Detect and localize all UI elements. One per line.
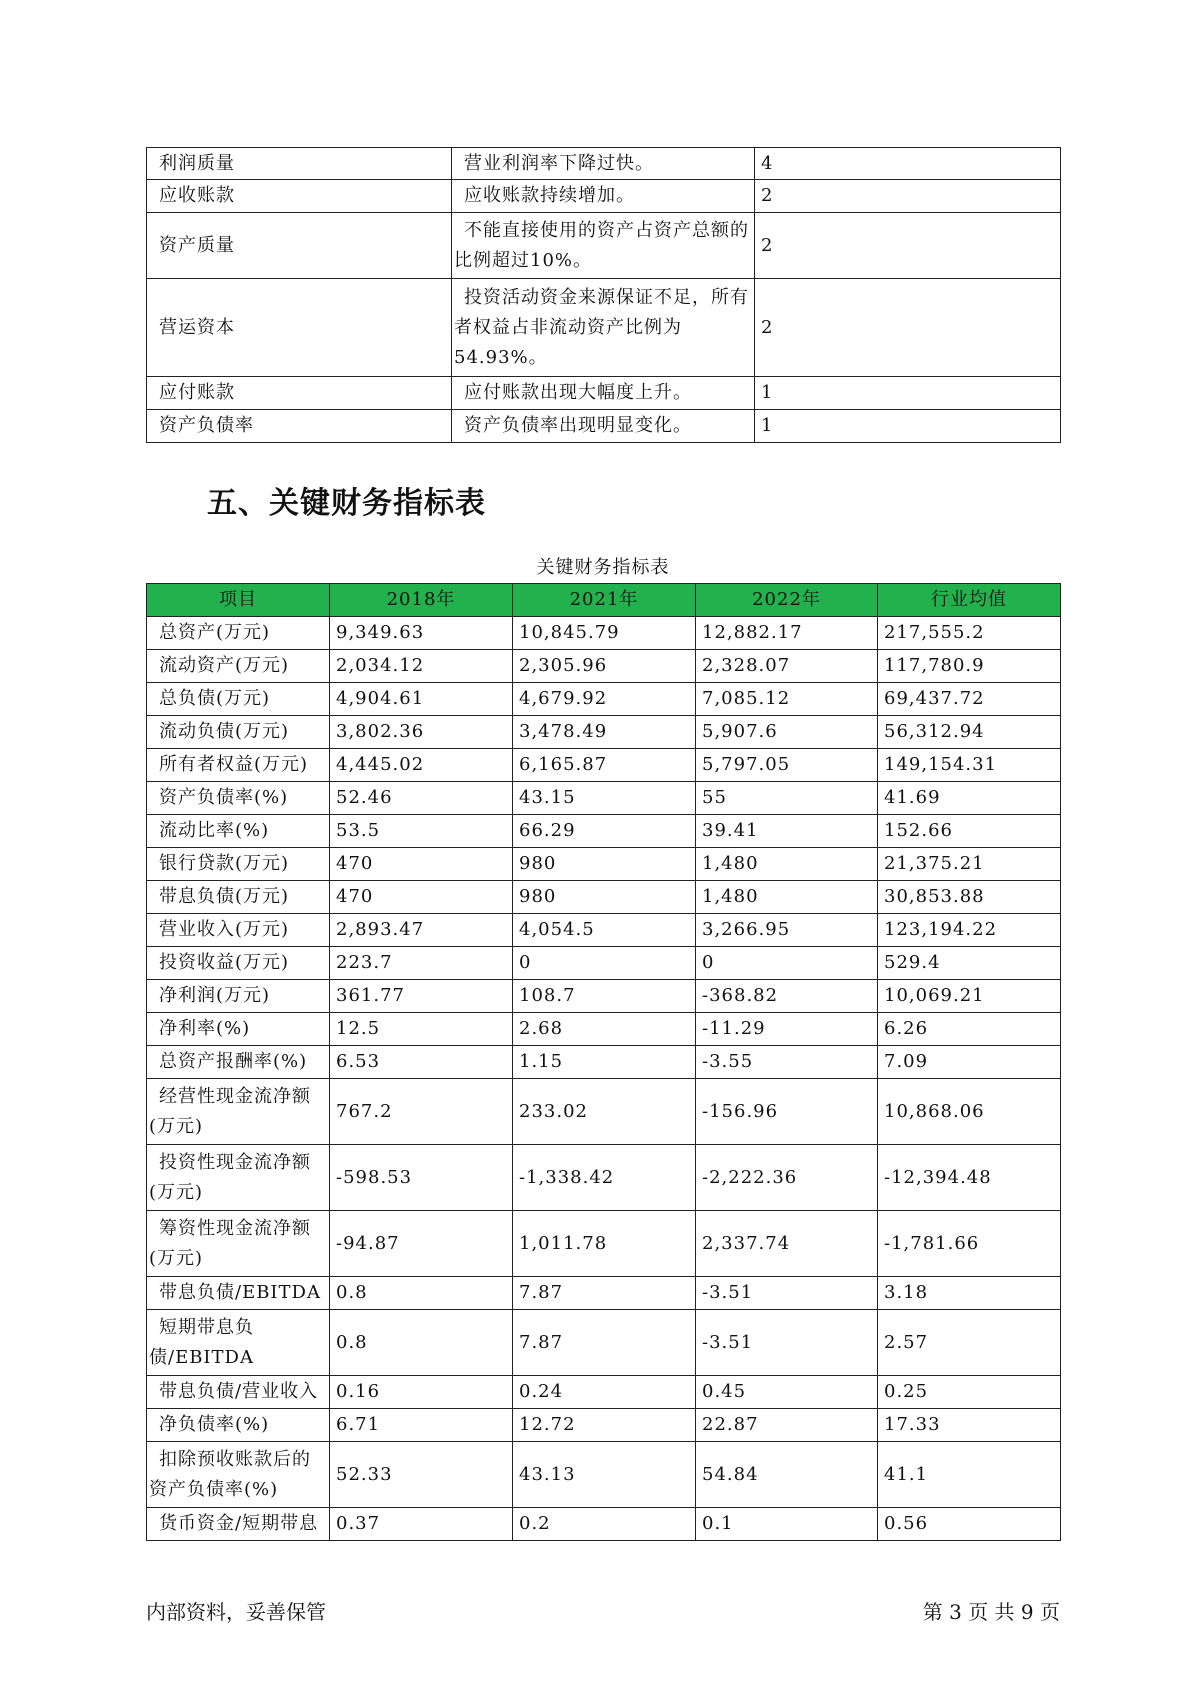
indicator-value: 6,165.87	[513, 749, 696, 782]
indicator-value: 43.13	[513, 1442, 696, 1508]
indicator-value: 0.56	[878, 1508, 1061, 1541]
indicator-value: 123,194.22	[878, 914, 1061, 947]
indicator-value: 2,337.74	[696, 1211, 878, 1277]
indicator-value: -3.55	[696, 1046, 878, 1079]
indicator-label: 所有者权益(万元)	[147, 749, 330, 782]
risk-score: 2	[755, 213, 1061, 279]
indicator-value: 10,845.79	[513, 617, 696, 650]
indicator-value: 6.26	[878, 1013, 1061, 1046]
table-row	[147, 1409, 1061, 1442]
indicator-value: -12,394.48	[878, 1145, 1061, 1211]
table-row	[147, 279, 1061, 377]
indicator-value: 2,305.96	[513, 650, 696, 683]
indicator-value: 3,266.95	[696, 914, 878, 947]
indicator-value: 6.71	[330, 1409, 513, 1442]
table-row	[147, 782, 1061, 815]
table-row	[147, 1508, 1061, 1541]
indicator-value: 152.66	[878, 815, 1061, 848]
risk-factor-table	[146, 147, 1061, 443]
indicator-value: 108.7	[513, 980, 696, 1013]
indicator-value: 4,679.92	[513, 683, 696, 716]
indicator-value: -2,222.36	[696, 1145, 878, 1211]
indicator-value: 0.8	[330, 1310, 513, 1376]
indicator-value: 2,893.47	[330, 914, 513, 947]
risk-score: 2	[755, 279, 1061, 377]
indicator-value: 41.1	[878, 1442, 1061, 1508]
indicator-value: 41.69	[878, 782, 1061, 815]
indicator-value: 53.5	[330, 815, 513, 848]
indicator-label: 投资收益(万元)	[147, 947, 330, 980]
indicator-label: 总资产(万元)	[147, 617, 330, 650]
indicator-value: 980	[513, 848, 696, 881]
indicator-value: -1,338.42	[513, 1145, 696, 1211]
indicator-value: 767.2	[330, 1079, 513, 1145]
table-row	[147, 1079, 1061, 1145]
indicator-value: 0.2	[513, 1508, 696, 1541]
indicator-value: 3,802.36	[330, 716, 513, 749]
indicator-value: 7.87	[513, 1277, 696, 1310]
indicator-label: 投资性现金流净额(万元)	[147, 1145, 330, 1211]
table-row	[147, 947, 1061, 980]
indicator-value: -1,781.66	[878, 1211, 1061, 1277]
indicator-value: 54.84	[696, 1442, 878, 1508]
indicator-label: 总资产报酬率(%)	[147, 1046, 330, 1079]
indicator-label: 总负债(万元)	[147, 683, 330, 716]
table-row	[147, 683, 1061, 716]
risk-item: 应付账款	[147, 377, 452, 410]
indicator-value: 43.15	[513, 782, 696, 815]
indicator-value: -368.82	[696, 980, 878, 1013]
risk-description: 投资活动资金来源保证不足，所有者权益占非流动资产比例为54.93%。	[452, 279, 755, 377]
indicator-value: -598.53	[330, 1145, 513, 1211]
indicator-value: 149,154.31	[878, 749, 1061, 782]
indicator-value: 17.33	[878, 1409, 1061, 1442]
indicator-value: 39.41	[696, 815, 878, 848]
indicator-label: 货币资金/短期带息	[147, 1508, 330, 1541]
footer-confidential-note: 内部资料，妥善保管	[146, 1600, 326, 1624]
indicator-label: 营业收入(万元)	[147, 914, 330, 947]
indicator-value: 3.18	[878, 1277, 1061, 1310]
table-row	[147, 1013, 1061, 1046]
key-financial-indicators-table	[146, 583, 1061, 1541]
column-header-industry-average: 行业均值	[878, 584, 1061, 617]
indicator-value: 69,437.72	[878, 683, 1061, 716]
table-caption: 关键财务指标表	[536, 557, 670, 578]
indicator-value: 5,797.05	[696, 749, 878, 782]
indicator-label: 带息负债/营业收入	[147, 1376, 330, 1409]
table-row	[147, 1310, 1061, 1376]
indicator-label: 净利润(万元)	[147, 980, 330, 1013]
indicator-value: 0.1	[696, 1508, 878, 1541]
indicator-value: 4,904.61	[330, 683, 513, 716]
indicator-label: 银行贷款(万元)	[147, 848, 330, 881]
table-row	[147, 1046, 1061, 1079]
indicator-value: -94.87	[330, 1211, 513, 1277]
indicator-value: 1,480	[696, 881, 878, 914]
indicator-value: 0.16	[330, 1376, 513, 1409]
indicator-value: 980	[513, 881, 696, 914]
table-row	[147, 1277, 1061, 1310]
table-body	[147, 617, 1061, 1541]
indicator-label: 流动负债(万元)	[147, 716, 330, 749]
indicator-value: 6.53	[330, 1046, 513, 1079]
table-row	[147, 716, 1061, 749]
risk-item: 资产负债率	[147, 410, 452, 443]
table-row	[147, 815, 1061, 848]
indicator-label: 流动资产(万元)	[147, 650, 330, 683]
indicator-value: 217,555.2	[878, 617, 1061, 650]
indicator-value: 52.46	[330, 782, 513, 815]
indicator-value: 7,085.12	[696, 683, 878, 716]
indicator-value: 10,868.06	[878, 1079, 1061, 1145]
indicator-value: 1.15	[513, 1046, 696, 1079]
indicator-label: 净利率(%)	[147, 1013, 330, 1046]
table-row	[147, 980, 1061, 1013]
risk-score: 1	[755, 377, 1061, 410]
indicator-value: 0.24	[513, 1376, 696, 1409]
risk-item: 资产质量	[147, 213, 452, 279]
risk-description: 资产负债率出现明显变化。	[452, 410, 755, 443]
column-header-2021: 2021年	[513, 584, 696, 617]
indicator-value: 5,907.6	[696, 716, 878, 749]
indicator-value: 12.72	[513, 1409, 696, 1442]
indicator-value: 10,069.21	[878, 980, 1061, 1013]
indicator-value: 7.09	[878, 1046, 1061, 1079]
indicator-value: 1,011.78	[513, 1211, 696, 1277]
indicator-value: 7.87	[513, 1310, 696, 1376]
indicator-value: 66.29	[513, 815, 696, 848]
indicator-value: 4,054.5	[513, 914, 696, 947]
risk-description: 不能直接使用的资产占资产总额的比例超过10%。	[452, 213, 755, 279]
risk-score: 2	[755, 180, 1061, 213]
indicator-value: 0.8	[330, 1277, 513, 1310]
indicator-label: 净负债率(%)	[147, 1409, 330, 1442]
indicator-value: 2,328.07	[696, 650, 878, 683]
risk-description: 营业利润率下降过快。	[452, 148, 755, 180]
table-row	[147, 1145, 1061, 1211]
indicator-value: 3,478.49	[513, 716, 696, 749]
risk-score: 4	[755, 148, 1061, 180]
indicator-label: 经营性现金流净额(万元)	[147, 1079, 330, 1145]
indicator-value: -3.51	[696, 1277, 878, 1310]
indicator-value: 2.68	[513, 1013, 696, 1046]
column-header-item: 项目	[147, 584, 330, 617]
table-row	[147, 410, 1061, 443]
indicator-value: 21,375.21	[878, 848, 1061, 881]
risk-description: 应收账款持续增加。	[452, 180, 755, 213]
indicator-value: 4,445.02	[330, 749, 513, 782]
indicator-label: 流动比率(%)	[147, 815, 330, 848]
indicator-value: 2.57	[878, 1310, 1061, 1376]
risk-item: 利润质量	[147, 148, 452, 180]
indicator-value: 56,312.94	[878, 716, 1061, 749]
indicator-value: 529.4	[878, 947, 1061, 980]
table-row	[147, 848, 1061, 881]
table-row	[147, 148, 1061, 180]
table-row	[147, 1376, 1061, 1409]
indicator-value: 361.77	[330, 980, 513, 1013]
indicator-label: 扣除预收账款后的资产负债率(%)	[147, 1442, 330, 1508]
indicator-value: 9,349.63	[330, 617, 513, 650]
risk-description: 应付账款出现大幅度上升。	[452, 377, 755, 410]
risk-item: 营运资本	[147, 279, 452, 377]
indicator-label: 筹资性现金流净额(万元)	[147, 1211, 330, 1277]
indicator-value: -11.29	[696, 1013, 878, 1046]
indicator-value: -3.51	[696, 1310, 878, 1376]
indicator-value: 117,780.9	[878, 650, 1061, 683]
table-row	[147, 881, 1061, 914]
table-row	[147, 650, 1061, 683]
table-row	[147, 1211, 1061, 1277]
indicator-value: 12,882.17	[696, 617, 878, 650]
indicator-value: 30,853.88	[878, 881, 1061, 914]
risk-score: 1	[755, 410, 1061, 443]
indicator-value: 1,480	[696, 848, 878, 881]
column-header-2018: 2018年	[330, 584, 513, 617]
indicator-value: 233.02	[513, 1079, 696, 1145]
risk-item: 应收账款	[147, 180, 452, 213]
indicator-value: 0.37	[330, 1508, 513, 1541]
indicator-label: 资产负债率(%)	[147, 782, 330, 815]
indicator-value: 52.33	[330, 1442, 513, 1508]
indicator-label: 短期带息负债/EBITDA	[147, 1310, 330, 1376]
table-row	[147, 1442, 1061, 1508]
indicator-value: 55	[696, 782, 878, 815]
indicator-value: 22.87	[696, 1409, 878, 1442]
indicator-value: 0	[696, 947, 878, 980]
table-row	[147, 749, 1061, 782]
indicator-value: 0.25	[878, 1376, 1061, 1409]
indicator-value: 470	[330, 848, 513, 881]
table-header-row	[147, 584, 1061, 617]
indicator-value: 223.7	[330, 947, 513, 980]
table-row	[147, 180, 1061, 213]
footer-page-number: 第 3 页 共 9 页	[922, 1600, 1060, 1624]
section-heading: 五、关键财务指标表	[207, 486, 486, 521]
indicator-label: 带息负债/EBITDA	[147, 1277, 330, 1310]
indicator-value: -156.96	[696, 1079, 878, 1145]
table-row	[147, 213, 1061, 279]
indicator-label: 带息负债(万元)	[147, 881, 330, 914]
indicator-value: 470	[330, 881, 513, 914]
indicator-value: 0	[513, 947, 696, 980]
indicator-value: 0.45	[696, 1376, 878, 1409]
table-row	[147, 617, 1061, 650]
column-header-2022: 2022年	[696, 584, 878, 617]
indicator-value: 2,034.12	[330, 650, 513, 683]
table-row	[147, 914, 1061, 947]
table-row	[147, 377, 1061, 410]
indicator-value: 12.5	[330, 1013, 513, 1046]
